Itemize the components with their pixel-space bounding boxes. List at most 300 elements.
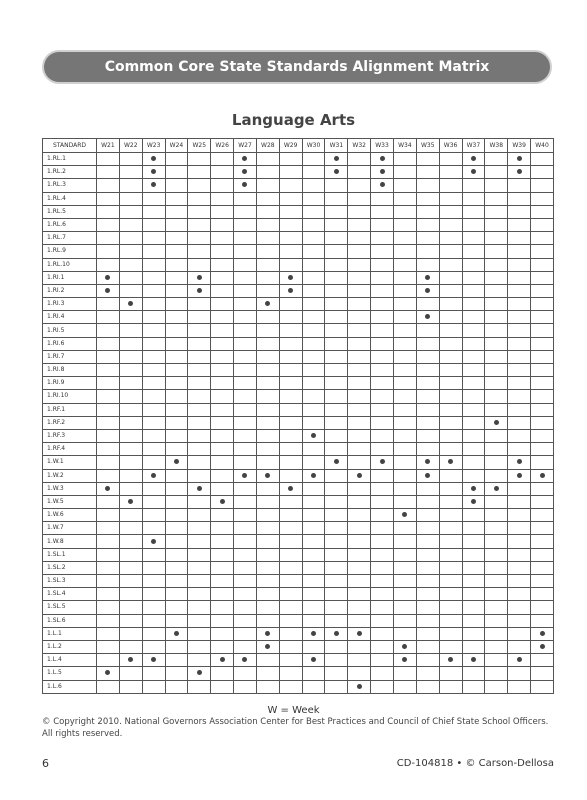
week-cell — [325, 403, 348, 416]
week-cell — [279, 575, 302, 588]
alignment-dot — [242, 473, 247, 478]
week-cell — [165, 469, 188, 482]
week-cell — [279, 443, 302, 456]
week-cell — [462, 443, 485, 456]
week-cell — [393, 298, 416, 311]
week-cell — [371, 245, 394, 258]
week-cell — [302, 232, 325, 245]
week-cell — [348, 667, 371, 680]
alignment-dot — [334, 631, 339, 636]
week-cell — [462, 535, 485, 548]
week-cell — [531, 403, 554, 416]
alignment-dot — [494, 420, 499, 425]
week-column-header: W26 — [211, 139, 234, 153]
week-cell — [439, 298, 462, 311]
week-cell — [531, 284, 554, 297]
week-cell — [97, 588, 120, 601]
week-cell — [165, 166, 188, 179]
week-cell — [439, 443, 462, 456]
standard-code-cell: 1.RL.1 — [43, 153, 97, 166]
standard-code-cell: 1.W.5 — [43, 495, 97, 508]
alignment-dot — [265, 473, 270, 478]
week-cell — [279, 350, 302, 363]
standard-code-cell: 1.W.8 — [43, 535, 97, 548]
week-cell — [416, 627, 439, 640]
week-cell — [302, 627, 325, 640]
week-cell — [142, 205, 165, 218]
week-cell — [165, 680, 188, 693]
week-cell — [165, 153, 188, 166]
week-cell — [485, 640, 508, 653]
standard-column-header: STANDARD — [43, 139, 97, 153]
week-cell — [165, 311, 188, 324]
week-cell — [348, 575, 371, 588]
week-cell — [165, 324, 188, 337]
week-cell — [462, 390, 485, 403]
week-cell — [302, 364, 325, 377]
week-cell — [416, 614, 439, 627]
week-cell — [393, 680, 416, 693]
week-cell — [462, 575, 485, 588]
week-cell — [142, 443, 165, 456]
week-cell — [256, 337, 279, 350]
alignment-dot — [471, 169, 476, 174]
standard-code-cell: 1.RI.9 — [43, 377, 97, 390]
week-cell — [279, 680, 302, 693]
week-cell — [439, 561, 462, 574]
week-column-header: W31 — [325, 139, 348, 153]
week-cell — [393, 443, 416, 456]
week-cell — [302, 614, 325, 627]
week-cell — [416, 390, 439, 403]
week-cell — [234, 271, 257, 284]
alignment-dot — [380, 459, 385, 464]
week-cell — [371, 271, 394, 284]
week-cell — [119, 311, 142, 324]
week-cell — [371, 667, 394, 680]
week-cell — [531, 667, 554, 680]
week-cell — [142, 654, 165, 667]
week-cell — [256, 179, 279, 192]
week-cell — [234, 548, 257, 561]
week-cell — [462, 166, 485, 179]
alignment-dot — [380, 169, 385, 174]
week-cell — [279, 522, 302, 535]
week-cell — [416, 271, 439, 284]
week-cell — [211, 284, 234, 297]
week-cell — [142, 324, 165, 337]
week-cell — [142, 640, 165, 653]
week-cell — [531, 535, 554, 548]
week-cell — [371, 377, 394, 390]
week-cell — [142, 403, 165, 416]
week-cell — [256, 680, 279, 693]
alignment-dot — [105, 288, 110, 293]
week-cell — [256, 614, 279, 627]
week-cell — [188, 456, 211, 469]
alignment-dot — [242, 657, 247, 662]
week-cell — [302, 601, 325, 614]
week-cell — [485, 482, 508, 495]
week-cell — [142, 364, 165, 377]
week-cell — [416, 482, 439, 495]
week-cell — [302, 509, 325, 522]
week-cell — [462, 298, 485, 311]
week-cell — [234, 364, 257, 377]
week-cell — [97, 337, 120, 350]
week-cell — [508, 443, 531, 456]
week-cell — [188, 509, 211, 522]
week-cell — [119, 561, 142, 574]
table-row — [43, 482, 554, 495]
week-cell — [393, 232, 416, 245]
week-cell — [279, 482, 302, 495]
week-cell — [416, 153, 439, 166]
week-cell — [279, 245, 302, 258]
week-cell — [416, 403, 439, 416]
week-cell — [279, 667, 302, 680]
week-cell — [325, 443, 348, 456]
week-cell — [119, 627, 142, 640]
week-cell — [348, 284, 371, 297]
week-cell — [348, 271, 371, 284]
week-cell — [393, 153, 416, 166]
week-cell — [165, 588, 188, 601]
week-cell — [142, 390, 165, 403]
week-cell — [531, 416, 554, 429]
week-cell — [142, 232, 165, 245]
week-cell — [97, 561, 120, 574]
week-cell — [531, 680, 554, 693]
alignment-dot — [288, 288, 293, 293]
week-legend: W = Week — [267, 705, 320, 716]
week-cell — [211, 390, 234, 403]
table-row — [43, 535, 554, 548]
week-cell — [234, 258, 257, 271]
week-cell — [325, 311, 348, 324]
week-cell — [439, 535, 462, 548]
week-cell — [416, 311, 439, 324]
week-cell — [302, 456, 325, 469]
week-cell — [119, 153, 142, 166]
week-cell — [393, 377, 416, 390]
week-cell — [348, 364, 371, 377]
week-cell — [348, 245, 371, 258]
week-cell — [119, 429, 142, 442]
week-cell — [211, 482, 234, 495]
week-cell — [462, 456, 485, 469]
week-cell — [371, 680, 394, 693]
week-cell — [279, 416, 302, 429]
week-cell — [188, 667, 211, 680]
week-cell — [234, 416, 257, 429]
week-cell — [256, 575, 279, 588]
standard-code-cell: 1.RI.2 — [43, 284, 97, 297]
week-cell — [256, 311, 279, 324]
week-cell — [234, 469, 257, 482]
week-cell — [256, 166, 279, 179]
week-cell — [485, 495, 508, 508]
week-cell — [256, 192, 279, 205]
week-cell — [462, 548, 485, 561]
week-cell — [439, 390, 462, 403]
week-cell — [234, 337, 257, 350]
week-cell — [165, 654, 188, 667]
week-cell — [393, 245, 416, 258]
product-code: CD-104818 • © Carson-Dellosa — [396, 758, 554, 769]
week-cell — [439, 667, 462, 680]
week-cell — [485, 350, 508, 363]
week-cell — [416, 456, 439, 469]
week-cell — [302, 350, 325, 363]
week-cell — [142, 495, 165, 508]
week-cell — [188, 232, 211, 245]
week-cell — [142, 667, 165, 680]
week-cell — [165, 627, 188, 640]
week-cell — [325, 166, 348, 179]
week-cell — [165, 350, 188, 363]
week-column-header: W25 — [188, 139, 211, 153]
alignment-dot — [197, 288, 202, 293]
week-cell — [97, 548, 120, 561]
week-cell — [508, 561, 531, 574]
week-cell — [325, 258, 348, 271]
week-cell — [485, 614, 508, 627]
week-cell — [142, 509, 165, 522]
table-row — [43, 271, 554, 284]
week-cell — [508, 324, 531, 337]
standard-code-cell: 1.RL.6 — [43, 218, 97, 231]
week-cell — [119, 258, 142, 271]
week-cell — [416, 298, 439, 311]
week-cell — [302, 153, 325, 166]
week-cell — [234, 575, 257, 588]
week-cell — [234, 232, 257, 245]
table-row — [43, 377, 554, 390]
week-cell — [188, 179, 211, 192]
week-cell — [256, 456, 279, 469]
week-cell — [531, 179, 554, 192]
week-cell — [119, 166, 142, 179]
week-cell — [211, 509, 234, 522]
week-cell — [508, 350, 531, 363]
week-cell — [348, 298, 371, 311]
week-cell — [211, 548, 234, 561]
week-cell — [119, 601, 142, 614]
week-cell — [211, 166, 234, 179]
week-cell — [393, 469, 416, 482]
week-cell — [325, 218, 348, 231]
week-cell — [142, 153, 165, 166]
week-column-header: W32 — [348, 139, 371, 153]
week-cell — [279, 192, 302, 205]
standard-code-cell: 1.RI.8 — [43, 364, 97, 377]
week-cell — [97, 377, 120, 390]
week-cell — [371, 192, 394, 205]
week-cell — [256, 298, 279, 311]
week-cell — [531, 509, 554, 522]
week-cell — [279, 271, 302, 284]
week-cell — [348, 166, 371, 179]
week-cell — [119, 469, 142, 482]
week-cell — [325, 561, 348, 574]
week-cell — [165, 548, 188, 561]
table-row — [43, 179, 554, 192]
standard-code-cell: 1.RL.7 — [43, 232, 97, 245]
week-cell — [439, 218, 462, 231]
week-column-header: W40 — [531, 139, 554, 153]
week-cell — [348, 456, 371, 469]
week-cell — [97, 192, 120, 205]
week-cell — [302, 588, 325, 601]
week-cell — [439, 522, 462, 535]
week-cell — [142, 561, 165, 574]
week-column-header: W33 — [371, 139, 394, 153]
table-row — [43, 166, 554, 179]
week-cell — [325, 298, 348, 311]
week-cell — [211, 311, 234, 324]
week-cell — [439, 469, 462, 482]
alignment-dot — [128, 301, 133, 306]
week-cell — [142, 575, 165, 588]
week-cell — [348, 680, 371, 693]
table-row — [43, 192, 554, 205]
alignment-dot — [471, 156, 476, 161]
week-cell — [393, 403, 416, 416]
week-cell — [188, 258, 211, 271]
week-cell — [234, 654, 257, 667]
week-cell — [508, 627, 531, 640]
week-cell — [462, 522, 485, 535]
week-cell — [119, 390, 142, 403]
week-cell — [188, 429, 211, 442]
table-row — [43, 443, 554, 456]
week-cell — [211, 588, 234, 601]
week-cell — [371, 218, 394, 231]
table-row — [43, 640, 554, 653]
week-cell — [211, 298, 234, 311]
week-column-header: W36 — [439, 139, 462, 153]
week-cell — [97, 271, 120, 284]
standard-code-cell: 1.W.7 — [43, 522, 97, 535]
alignment-dot — [105, 275, 110, 280]
week-cell — [508, 495, 531, 508]
week-cell — [325, 416, 348, 429]
week-cell — [279, 364, 302, 377]
week-cell — [97, 390, 120, 403]
week-cell — [234, 166, 257, 179]
table-row — [43, 680, 554, 693]
week-cell — [97, 654, 120, 667]
alignment-dot — [105, 486, 110, 491]
week-cell — [508, 245, 531, 258]
week-cell — [256, 232, 279, 245]
week-cell — [462, 495, 485, 508]
week-cell — [211, 601, 234, 614]
week-cell — [325, 548, 348, 561]
week-cell — [188, 192, 211, 205]
week-cell — [348, 509, 371, 522]
week-cell — [485, 680, 508, 693]
week-cell — [462, 416, 485, 429]
week-cell — [279, 166, 302, 179]
week-cell — [439, 509, 462, 522]
week-cell — [211, 232, 234, 245]
week-cell — [439, 324, 462, 337]
week-cell — [485, 667, 508, 680]
week-cell — [302, 271, 325, 284]
alignment-dot — [288, 486, 293, 491]
week-cell — [508, 416, 531, 429]
week-cell — [371, 495, 394, 508]
week-cell — [119, 614, 142, 627]
week-cell — [165, 403, 188, 416]
alignment-dot — [265, 644, 270, 649]
week-cell — [256, 377, 279, 390]
week-cell — [462, 245, 485, 258]
week-cell — [256, 509, 279, 522]
alignment-dot — [151, 169, 156, 174]
week-cell — [531, 575, 554, 588]
week-cell — [508, 232, 531, 245]
week-cell — [325, 350, 348, 363]
week-column-header: W23 — [142, 139, 165, 153]
week-cell — [462, 680, 485, 693]
week-cell — [119, 403, 142, 416]
alignment-dot — [128, 657, 133, 662]
week-cell — [531, 588, 554, 601]
week-cell — [485, 153, 508, 166]
week-cell — [302, 284, 325, 297]
week-cell — [485, 245, 508, 258]
week-cell — [416, 654, 439, 667]
week-cell — [256, 271, 279, 284]
week-cell — [211, 667, 234, 680]
week-cell — [416, 495, 439, 508]
week-cell — [348, 482, 371, 495]
week-cell — [279, 640, 302, 653]
week-cell — [188, 640, 211, 653]
standard-code-cell: 1.RI.7 — [43, 350, 97, 363]
week-cell — [348, 443, 371, 456]
week-column-header: W38 — [485, 139, 508, 153]
alignment-dot — [288, 275, 293, 280]
week-cell — [485, 429, 508, 442]
week-cell — [485, 232, 508, 245]
week-cell — [234, 324, 257, 337]
week-cell — [348, 324, 371, 337]
week-cell — [371, 509, 394, 522]
week-cell — [462, 364, 485, 377]
week-cell — [211, 337, 234, 350]
week-cell — [485, 390, 508, 403]
week-cell — [371, 614, 394, 627]
week-cell — [97, 245, 120, 258]
table-row — [43, 258, 554, 271]
week-cell — [393, 561, 416, 574]
week-cell — [142, 416, 165, 429]
week-cell — [393, 575, 416, 588]
week-cell — [256, 601, 279, 614]
week-cell — [256, 350, 279, 363]
week-cell — [211, 192, 234, 205]
week-cell — [211, 364, 234, 377]
week-cell — [508, 509, 531, 522]
week-cell — [348, 640, 371, 653]
table-row — [43, 284, 554, 297]
standard-code-cell: 1.SL.6 — [43, 614, 97, 627]
standard-code-cell: 1.RL.3 — [43, 179, 97, 192]
